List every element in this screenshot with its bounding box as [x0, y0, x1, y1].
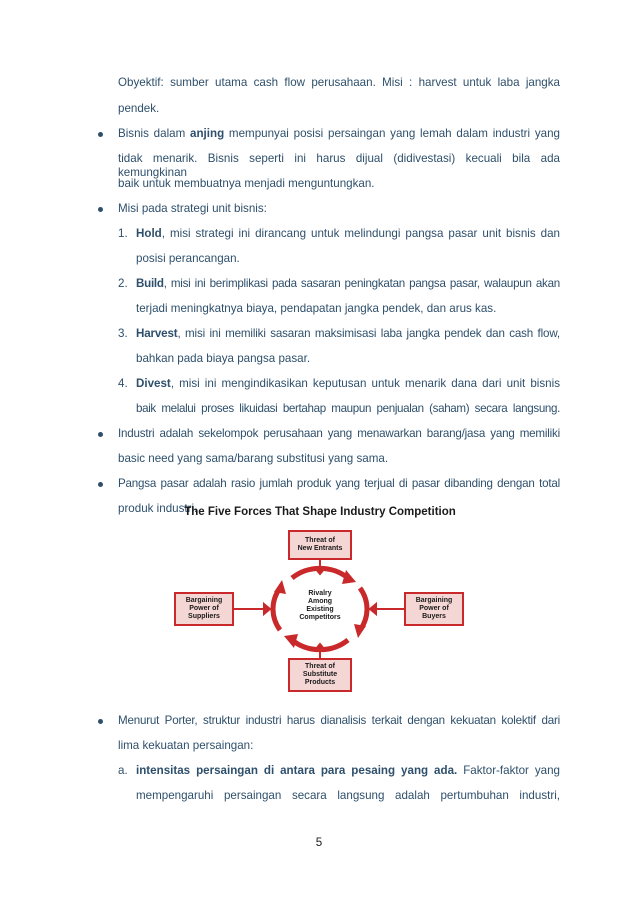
- build-text: , misi ini berimplikasi pada sasaran peningkatan pangsa pasar, walaupun akan: [163, 277, 560, 290]
- anjing-line-2: tidak menarik. Bisnis seperti ini harus dijual (didivestasi) kecuali bila ada kemungkinan: [118, 152, 560, 179]
- harvest-bold: Harvest: [136, 327, 178, 340]
- anjing-pre: Bisnis dalam: [118, 127, 191, 140]
- porter-line-1: Menurut Porter, struktur industri harus dianalisis terkait dengan kekuatan kolektif dari: [118, 714, 560, 727]
- build-bold: Build: [136, 277, 164, 290]
- misi-line: Misi pada strategi unit bisnis:: [118, 202, 267, 215]
- bullet-icon: [98, 207, 103, 212]
- bullet-icon: [98, 132, 103, 137]
- cycle-arrowhead: [274, 580, 286, 594]
- bullet-icon: [98, 432, 103, 437]
- item-a-line-1: [136, 764, 560, 778]
- list-item-harvest-cont: bahkan pada biaya pangsa pasar.: [136, 352, 311, 365]
- hold-bold: Hold: [136, 227, 162, 240]
- arrowhead-up: [315, 644, 325, 650]
- box-new-entrants: Threat of New Entrants: [288, 530, 352, 560]
- list-item-build-cont: terjadi meningkatnya biaya, pendapatan jangka pendek, dan arus kas.: [136, 302, 497, 315]
- item-a-bold: intensitas persaingan di antara para pesaing yang ada.: [136, 764, 458, 777]
- center-rivalry: Rivalry Among Existing Competitors: [299, 590, 341, 621]
- list-item-divest: [136, 377, 560, 391]
- cycle-arrowhead: [342, 570, 356, 584]
- list-item-hold-cont: posisi perancangan.: [136, 252, 240, 265]
- cycle-arrowhead: [284, 634, 298, 648]
- list-item-hold: [136, 227, 560, 241]
- intro-line-1: Obyektif: sumber utama cash flow perusahaan. Misi : harvest untuk laba jangka: [118, 76, 560, 89]
- list-item-divest-cont: baik melalui proses likuidasi bertahap maupun penjualan (saham) secara langsung.: [136, 402, 560, 415]
- item-a-line-2: mempengaruhi persaingan secara langsung adalah pertumbuhan industri,: [136, 789, 560, 802]
- list-letter: a.: [118, 764, 128, 777]
- box-substitutes: Threat of Substitute Products: [288, 658, 352, 692]
- cycle-arc-right: [360, 588, 367, 630]
- porter-line-2: lima kekuatan persaingan:: [118, 739, 254, 752]
- cycle-arc-left: [273, 588, 280, 630]
- box-suppliers: Bargaining Power of Suppliers: [174, 592, 234, 626]
- cycle-arrowhead: [354, 624, 366, 638]
- divest-text: , misi ini mengindikasikan keputusan untuk menarik dana dari unit bisnis: [170, 377, 560, 390]
- arrowhead-down: [315, 568, 325, 574]
- arrowhead-right: [264, 604, 270, 614]
- list-number: 1.: [118, 227, 128, 240]
- list-number: 2.: [118, 277, 128, 290]
- list-number: 3.: [118, 327, 128, 340]
- figure-title: The Five Forces That Shape Industry Competition: [184, 506, 456, 518]
- anjing-line-3: baik untuk membuatnya menjadi menguntungkan.: [118, 177, 375, 190]
- item-a-post: Faktor-faktor yang: [457, 764, 560, 777]
- hold-text: , misi strategi ini dirancang untuk melindungi pangsa pasar unit bisnis dan: [161, 227, 560, 240]
- pangsa-line-2: produk industri.: [118, 502, 198, 515]
- anjing-line-1: [118, 127, 560, 141]
- box-buyers: Bargaining Power of Buyers: [404, 592, 464, 626]
- industri-line-1: Industri adalah sekelompok perusahaan yang menawarkan barang/jasa yang memiliki: [118, 427, 560, 440]
- anjing-post: mempunyai posisi persaingan yang lemah dalam industri yang: [224, 127, 560, 140]
- page-number: 5: [315, 836, 323, 849]
- five-forces-diagram: [170, 506, 470, 696]
- anjing-bold: anjing: [190, 127, 225, 140]
- industri-line-2: basic need yang sama/barang substitusi yang sama.: [118, 452, 389, 465]
- pangsa-line-1: Pangsa pasar adalah rasio jumlah produk yang terjual di pasar dibanding dengan total: [118, 477, 560, 490]
- harvest-text: , misi ini memiliki sasaran maksimisasi laba jangka pendek dan cash flow,: [177, 327, 560, 340]
- arrowhead-left: [370, 604, 376, 614]
- intro-line-2: pendek.: [118, 102, 160, 115]
- list-item-build: [136, 277, 560, 291]
- list-item-harvest: [136, 327, 560, 341]
- divest-bold: Divest: [136, 377, 171, 390]
- bullet-icon: [98, 482, 103, 487]
- bullet-icon: [98, 719, 103, 724]
- list-number: 4.: [118, 377, 128, 390]
